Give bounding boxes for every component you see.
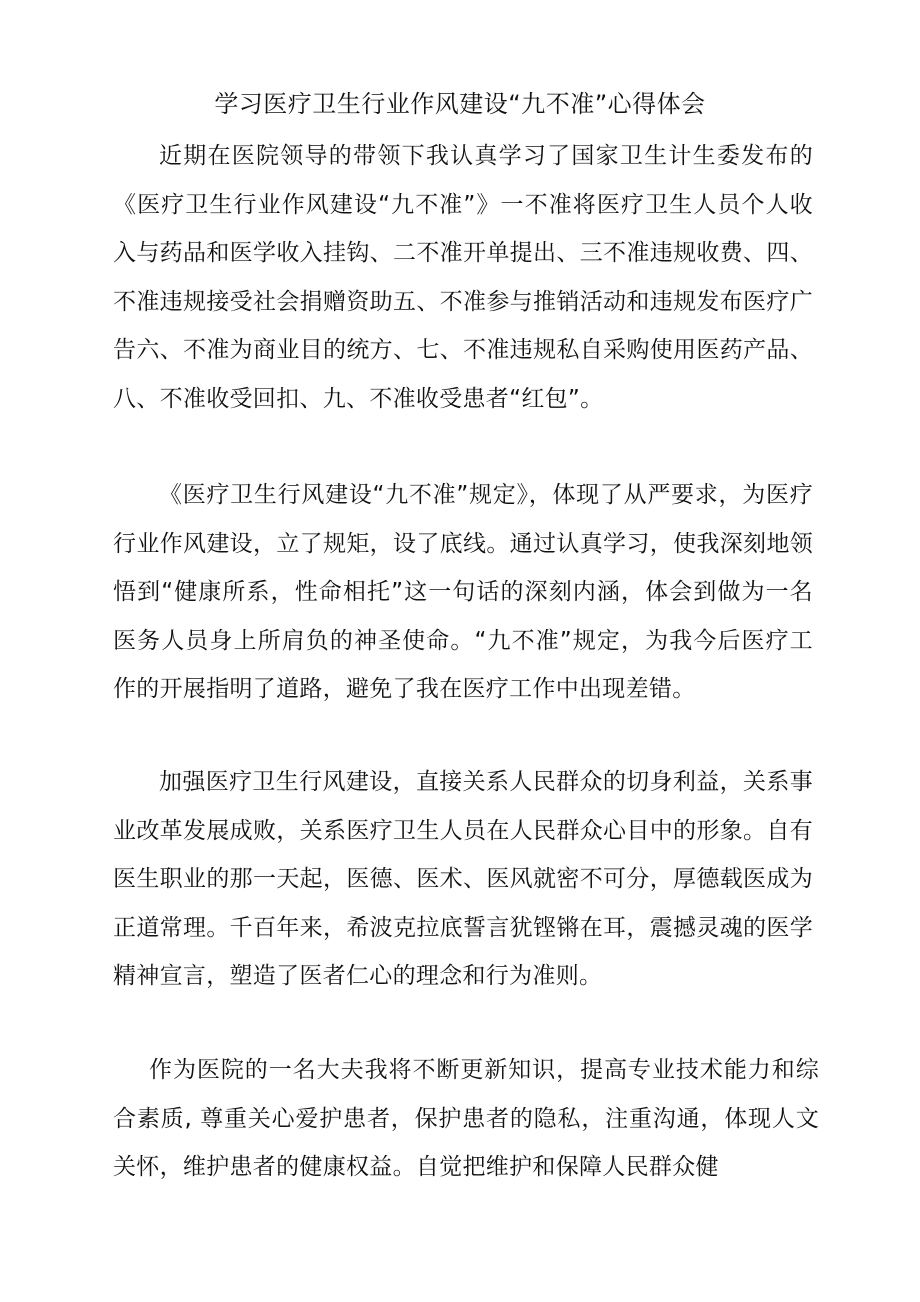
paragraph-4: 作为医院的一名大夫我将不断更新知识，提高专业技术能力和综合素质, 尊重关心爱护患者，保护患者的隐私，注重沟通，体现人文关怀，维护患者的健康权益。自觉把维护和保障人民群众健: [113, 1057, 819, 1180]
paragraph-2: 《医疗卫生行风建设“九不准”规定》，体现了从严要求，为医疗行业作风建设，立了规矩，设了底线。通过认真学习，使我深刻地领悟到“健康所系，性命相托”这一句话的深刻内涵，体会到做为一名医务人员身上所肩负的神圣使命。“九不准”规定，为我今后医疗工作的开展指明了道路，避免了我在医疗工作中出现差错。: [113, 482, 813, 702]
paragraph-1: 近期在医院领导的带领下我认真学习了国家卫生计生委发布的《医疗卫生行业作风建设“九不准”》一不准将医疗卫生人员个人收入与药品和医学收入挂钩、二不准开单提出、三不准违规收费、四、不准违规接受社会捐赠资助五、不准参与推销活动和违规发布医疗广告六、不准为商业目的统方、七、不准违规私自采购使用医药产品、八、不准收受回扣、九、不准收受患者“红包”。: [113, 143, 813, 412]
paragraph-3: 加强医疗卫生行风建设，直接关系人民群众的切身利益，关系事业改革发展成败，关系医疗卫生人员在人民群众心目中的形象。自有医生职业的那一天起，医德、医术、医风就密不可分，厚德载医成为正道常理。千百年来，希波克拉底誓言犹铿锵在耳，震撼灵魂的医学精神宣言，塑造了医者仁心的理念和行为准则。: [113, 769, 813, 989]
document-title: 学习医疗卫生行业作风建设“九不准”心得体会: [214, 90, 706, 118]
